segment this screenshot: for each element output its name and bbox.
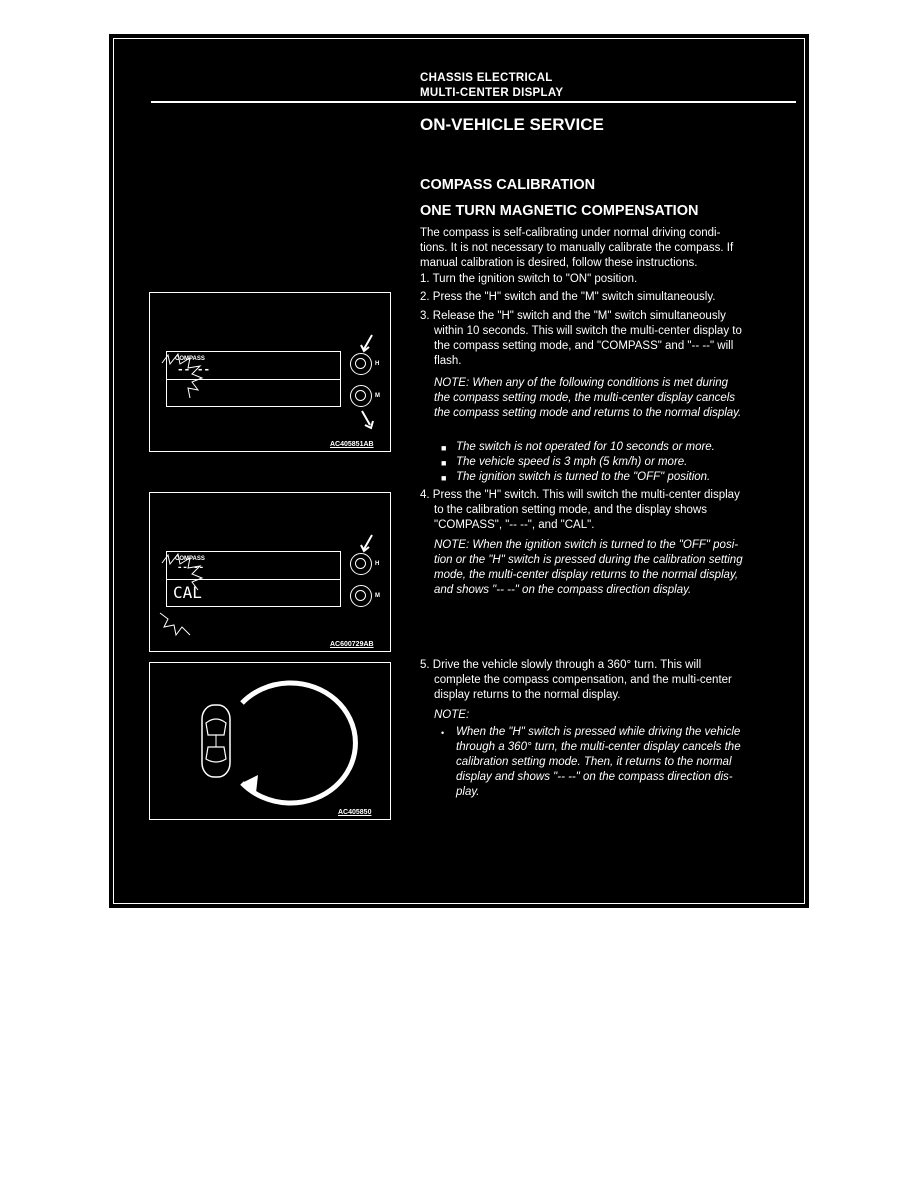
h-switch-label: H [375,561,380,567]
note-4-line: mode, the multi-center display returns to the normal display, [434,569,739,581]
step-4-line: "COMPASS", "-- --", and "CAL". [434,519,595,531]
bullet-icon: • [441,728,445,738]
step-3-line: the compass setting mode, and "COMPASS" and "-- --" will [434,340,734,352]
note-3-bullet: The ignition switch is turned to the "OFF" position. [456,471,711,483]
note-5-line: play. [456,786,480,798]
note-3-bullet: The vehicle speed is 3 mph (5 km/h) or more. [456,456,688,468]
lcd-compass-label: COMPASS [175,556,205,562]
figure-code: AC405851AB [330,441,374,448]
bullet-icon: ■ [441,443,447,453]
intro-line: The compass is self-calibrating under normal driving condi- [420,227,721,239]
section-title: CHASSIS ELECTRICAL [420,72,553,84]
figure-compass-setting [149,292,391,452]
m-switch-icon [350,385,372,407]
step-5-line: display returns to the normal display. [434,689,621,701]
lcd-cal-value: CAL [173,583,202,602]
figure-code: AC405850 [338,809,372,816]
step-1: 1. Turn the ignition switch to "ON" position. [420,273,638,285]
bullet-icon: ■ [441,458,447,468]
step-3-line: within 10 seconds. This will switch the multi-center display to [434,325,742,337]
note-4-line: tion or the "H" switch is pressed during the calibration setting [434,554,743,566]
heading-compass-calibration: COMPASS CALIBRATION [420,177,596,193]
bullet-icon: ■ [441,473,447,483]
note-5-line: When the "H" switch is pressed while driving the vehicle [456,726,741,738]
m-switch-label: M [375,593,380,599]
note-3-line: the compass setting mode, the multi-center display cancels [434,392,736,404]
figure-360-turn [149,662,391,820]
press-arrow-icon [358,533,378,555]
figure-code: AC600729AB [330,641,374,648]
flash-burst-icon [150,533,230,643]
note-3-bullet: The switch is not operated for 10 seconds or more. [456,441,715,453]
lcd-direction-value: -- -- [177,363,211,376]
intro-line: manual calibration is desired, follow these instructions. [420,257,698,269]
flash-burst-icon [150,333,230,403]
step-3-line: flash. [434,355,462,367]
manual-page-panel [109,34,809,908]
m-switch-label: M [375,393,380,399]
step-2: 2. Press the "H" switch and the "M" switch simultaneously. [420,291,716,303]
note-5-line: display and shows "-- --" on the compass direction dis- [456,771,733,783]
press-arrow-icon [358,333,378,355]
press-arrow-icon [358,409,378,431]
heading-one-turn: ONE TURN MAGNETIC COMPENSATION [420,203,699,219]
note-5-label: NOTE: [434,709,470,721]
note-4-line: NOTE: When the ignition switch is turned to the "OFF" posi- [434,539,739,551]
note-3-line: NOTE: When any of the following conditions is met during [434,377,729,389]
header-rule [151,101,796,103]
m-switch-icon [350,585,372,607]
note-4-line: and shows "-- --" on the compass direction display. [434,584,692,596]
intro-line: tions. It is not necessary to manually calibrate the compass. If [420,242,734,254]
note-5-line: through a 360° turn, the multi-center display cancels the [456,741,741,753]
lcd-compass-label: COMPASS [175,356,205,362]
page-title: ON-VEHICLE SERVICE [420,115,604,134]
h-switch-icon [350,553,372,575]
note-5-line: calibration setting mode. Then, it returns to the normal [456,756,732,768]
note-3-line: the compass setting mode and returns to the normal display. [434,407,742,419]
step-4-line: to the calibration setting mode, and the display shows [434,504,707,516]
figure-calibration-setting [149,492,391,652]
step-5-line: complete the compass compensation, and the multi-center [434,674,732,686]
step-4-line: 4. Press the "H" switch. This will switch the multi-center display [420,489,740,501]
step-5-line: 5. Drive the vehicle slowly through a 360° turn. This will [420,659,702,671]
subsection-title: MULTI-CENTER DISPLAY [420,87,564,99]
lcd-direction-value: -- -- [177,563,205,573]
car-icon [198,701,234,781]
h-switch-label: H [375,361,380,367]
h-switch-icon [350,353,372,375]
step-3-line: 3. Release the "H" switch and the "M" switch simultaneously [420,310,726,322]
